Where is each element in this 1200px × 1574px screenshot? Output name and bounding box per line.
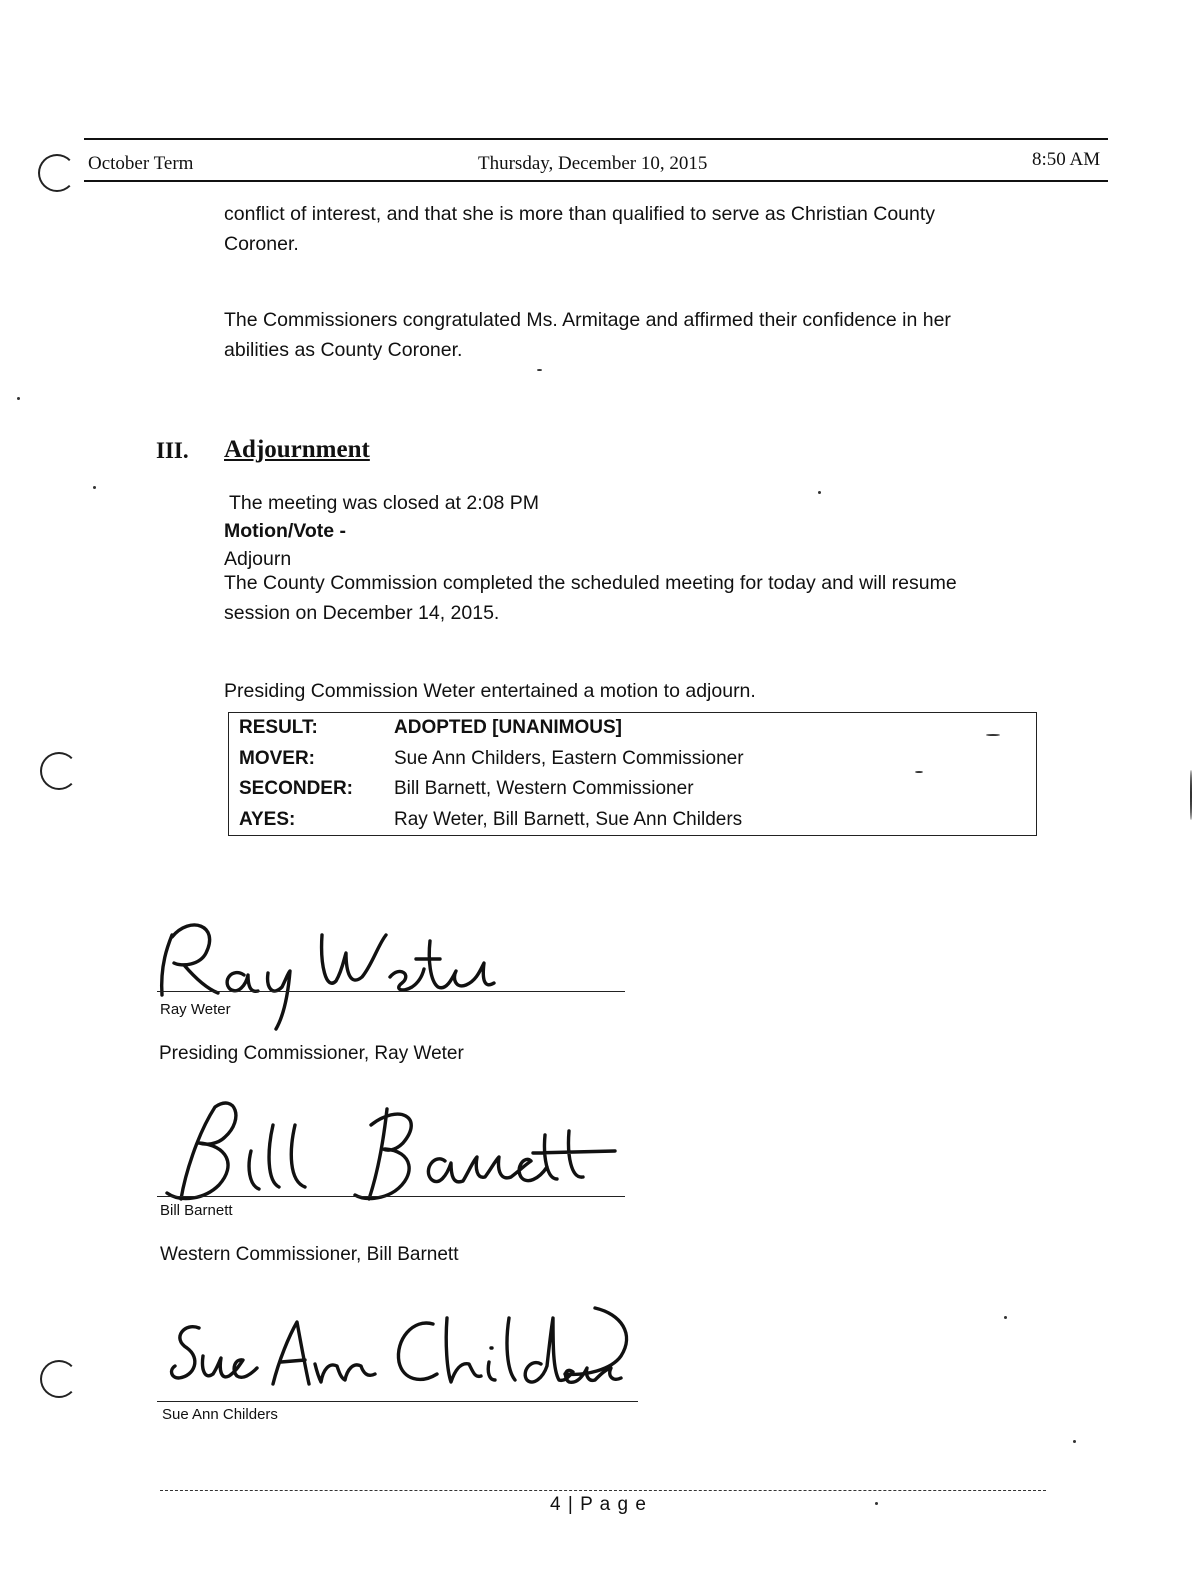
section-title: Adjournment	[224, 436, 370, 463]
motion-entertained-text: Presiding Commission Weter entertained a motion to adjourn.	[224, 680, 756, 702]
page-number: 4	[550, 1494, 562, 1515]
header-bottom-rule	[84, 180, 1108, 182]
signature-sue-ann-childers	[165, 1300, 625, 1395]
scan-speck	[537, 369, 542, 371]
scan-speck	[1073, 1440, 1076, 1443]
scan-speck	[1190, 770, 1192, 820]
paragraph-congratulated-line2: abilities as County Coroner.	[224, 339, 463, 361]
signature-title-ray-weter: Presiding Commissioner, Ray Weter	[159, 1043, 464, 1064]
punch-hole-top	[38, 154, 76, 192]
signature-line-bill-barnett	[157, 1196, 625, 1197]
footer-page	[550, 1494, 647, 1516]
section-number: III.	[156, 438, 189, 463]
header-date: Thursday, December 10, 2015	[478, 153, 708, 174]
paragraph-conflict-line2: Coroner.	[224, 233, 299, 255]
resume-line2: session on December 14, 2015.	[224, 602, 500, 624]
paragraph-conflict-line1: conflict of interest, and that she is more than qualified to serve as Christian County	[224, 203, 936, 225]
signature-line-ray-weter	[157, 991, 625, 992]
scan-speck	[986, 734, 1000, 736]
scan-speck	[915, 771, 923, 773]
motion-vote-label: Motion/Vote -	[224, 520, 347, 542]
vote-label: RESULT:	[239, 717, 318, 739]
vote-label: MOVER:	[239, 747, 315, 769]
printed-name-ray-weter: Ray Weter	[160, 1001, 231, 1018]
punch-hole-bottom	[40, 1360, 78, 1398]
vote-row-seconder	[229, 774, 1037, 804]
scan-speck	[818, 491, 821, 494]
vote-label: AYES:	[239, 808, 296, 830]
page-label: | P a g e	[567, 1494, 647, 1515]
scan-speck	[93, 486, 96, 489]
header-time: 8:50 AM	[1032, 149, 1101, 170]
vote-label: SECONDER:	[239, 778, 354, 800]
scan-speck	[875, 1502, 878, 1505]
vote-row-ayes	[229, 804, 1037, 835]
vote-value: Sue Ann Childers, Eastern Commissioner	[394, 747, 744, 769]
vote-row-mover	[229, 744, 1037, 774]
footer-rule	[160, 1490, 1046, 1491]
paragraph-congratulated-line1: The Commissioners congratulated Ms. Armitage and affirmed their confidence in her	[224, 309, 951, 331]
printed-name-sue-ann-childers: Sue Ann Childers	[162, 1406, 278, 1423]
vote-result-table	[228, 712, 1037, 836]
signature-line-sue-ann-childers	[157, 1401, 638, 1402]
header-top-rule	[84, 138, 1108, 140]
motion-text: Adjourn	[224, 548, 292, 570]
header-term: October Term	[88, 153, 194, 174]
printed-name-bill-barnett: Bill Barnett	[160, 1202, 233, 1219]
vote-value: ADOPTED [UNANIMOUS]	[394, 717, 622, 739]
meeting-closed-text: The meeting was closed at 2:08 PM	[229, 492, 539, 514]
signature-title-bill-barnett: Western Commissioner, Bill Barnett	[160, 1244, 459, 1265]
vote-value: Ray Weter, Bill Barnett, Sue Ann Childers	[394, 808, 743, 830]
vote-value: Bill Barnett, Western Commissioner	[394, 778, 694, 800]
resume-line1: The County Commission completed the scheduled meeting for today and will resume	[224, 572, 957, 594]
vote-row-result	[229, 713, 1037, 744]
signature-bill-barnett	[155, 1095, 615, 1210]
scan-speck	[17, 397, 20, 400]
punch-hole-middle	[40, 752, 78, 790]
scan-speck	[1004, 1316, 1007, 1319]
